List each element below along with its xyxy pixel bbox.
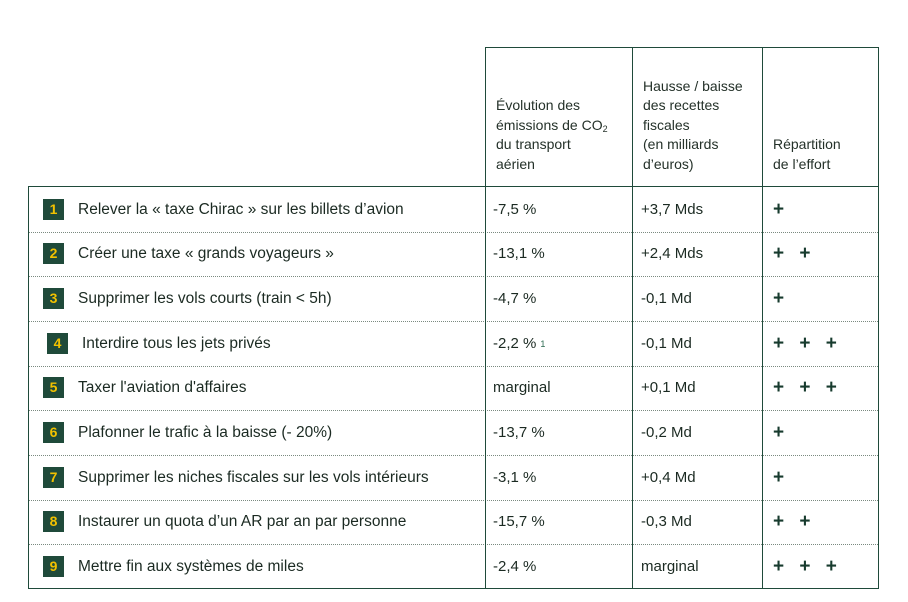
emissions-value: -4,7 % (493, 290, 537, 307)
recettes-value: -0,1 Md (641, 290, 692, 307)
effort-cell (763, 544, 889, 589)
measure-number-badge: 2 (43, 243, 64, 264)
emissions-value: -2,4 % (493, 558, 537, 575)
effort-cell (763, 276, 889, 321)
effort-cell (763, 499, 889, 544)
header-effort (762, 47, 879, 186)
measure-label: Relever la « taxe Chirac » sur les billets d’avion (78, 200, 404, 218)
emissions-cell (486, 365, 633, 410)
measure-cell (29, 365, 486, 410)
measure-number-badge: 3 (43, 288, 64, 309)
emissions-cell (486, 455, 633, 500)
measure-cell (29, 410, 486, 455)
emissions-cell (486, 544, 633, 589)
header-emissions-sub: 2 (602, 123, 608, 134)
table-row (28, 499, 879, 544)
effort-cell (763, 231, 889, 276)
emissions-value: marginal (493, 379, 551, 396)
measure-label: Plafonner le trafic à la baisse (- 20%) (78, 423, 333, 441)
measure-cell (29, 231, 486, 276)
recettes-cell (633, 544, 763, 589)
measure-number-badge: 5 (43, 377, 64, 398)
measure-number-badge: 6 (43, 422, 64, 443)
measure-number-badge: 9 (43, 556, 64, 577)
effort-plus-icons: + + (773, 510, 816, 532)
recettes-cell (633, 321, 763, 366)
header-recettes-text: Hausse / baisse des recettes fiscales (en milliards d’euros) (643, 77, 743, 172)
recettes-value: -0,3 Md (641, 513, 692, 530)
measure-label: Mettre fin aux systèmes de miles (78, 557, 304, 575)
effort-plus-icons: + (773, 421, 790, 443)
table-row (28, 321, 879, 366)
table-row (28, 410, 879, 455)
header-recettes (632, 47, 763, 186)
table-bottom-border (28, 588, 879, 589)
header-emissions (485, 47, 633, 186)
emissions-value: -3,1 % (493, 469, 537, 486)
measure-number-badge: 4 (47, 333, 68, 354)
effort-plus-icons: + (773, 466, 790, 488)
table-row (28, 187, 879, 232)
recettes-value: +2,4 Mds (641, 245, 704, 262)
recettes-cell (633, 365, 763, 410)
table-row (28, 544, 879, 589)
effort-cell (763, 321, 889, 366)
header-emissions-line3: du transport aérien (496, 136, 571, 172)
recettes-cell (633, 231, 763, 276)
header-emissions-line2: émissions de CO (496, 116, 603, 133)
measure-label: Taxer l'aviation d'affaires (78, 378, 247, 396)
emissions-cell (486, 231, 633, 276)
measure-number-badge: 8 (43, 511, 64, 532)
effort-cell (763, 455, 889, 500)
measure-cell (29, 187, 486, 232)
table-row (28, 365, 879, 410)
effort-cell (763, 187, 889, 232)
recettes-value: -0,2 Md (641, 424, 692, 441)
recettes-value: +0,4 Md (641, 469, 696, 486)
measure-cell (29, 544, 486, 589)
table-row (28, 455, 879, 500)
recettes-value: +0,1 Md (641, 379, 696, 396)
effort-plus-icons: + (773, 287, 790, 309)
measure-cell (29, 276, 486, 321)
emissions-cell (486, 499, 633, 544)
effort-plus-icons: + + + (773, 332, 842, 354)
effort-plus-icons: + + (773, 242, 816, 264)
recettes-value: +3,7 Mds (641, 201, 704, 218)
measure-label: Supprimer les vols courts (train < 5h) (78, 289, 332, 307)
emissions-cell (486, 276, 633, 321)
header-effort-text: Répartition de l’effort (773, 136, 841, 172)
recettes-cell (633, 187, 763, 232)
effort-cell (763, 365, 889, 410)
measure-cell (29, 455, 486, 500)
recettes-value: marginal (641, 558, 699, 575)
emissions-cell (486, 321, 633, 366)
measure-number-badge: 1 (43, 199, 64, 220)
recettes-cell (633, 455, 763, 500)
effort-plus-icons: + + + (773, 376, 842, 398)
recettes-cell (633, 276, 763, 321)
measure-cell (29, 321, 486, 366)
measure-label: Interdire tous les jets privés (82, 334, 271, 352)
emissions-value: -7,5 % (493, 201, 537, 218)
measure-label: Instaurer un quota d’un AR par an par personne (78, 512, 407, 530)
measure-label: Créer une taxe « grands voyageurs » (78, 244, 334, 262)
header-emissions-line1: Évolution des (496, 97, 581, 113)
emissions-value: -13,7 % (493, 424, 545, 441)
footnote-marker: 1 (540, 338, 546, 349)
recettes-cell (633, 410, 763, 455)
emissions-cell (486, 187, 633, 232)
measure-label: Supprimer les niches fiscales sur les vols intérieurs (78, 468, 429, 486)
recettes-value: -0,1 Md (641, 335, 692, 352)
table-row (28, 231, 879, 276)
emissions-value: -13,1 % (493, 245, 545, 262)
emissions-cell (486, 410, 633, 455)
effort-plus-icons: + + + (773, 555, 842, 577)
effort-plus-icons: + (773, 198, 790, 220)
emissions-value: -2,2 % (493, 335, 537, 352)
effort-cell (763, 410, 889, 455)
emissions-value: -15,7 % (493, 513, 545, 530)
table-row (28, 276, 879, 321)
measure-number-badge: 7 (43, 467, 64, 488)
measure-cell (29, 499, 486, 544)
recettes-cell (633, 499, 763, 544)
